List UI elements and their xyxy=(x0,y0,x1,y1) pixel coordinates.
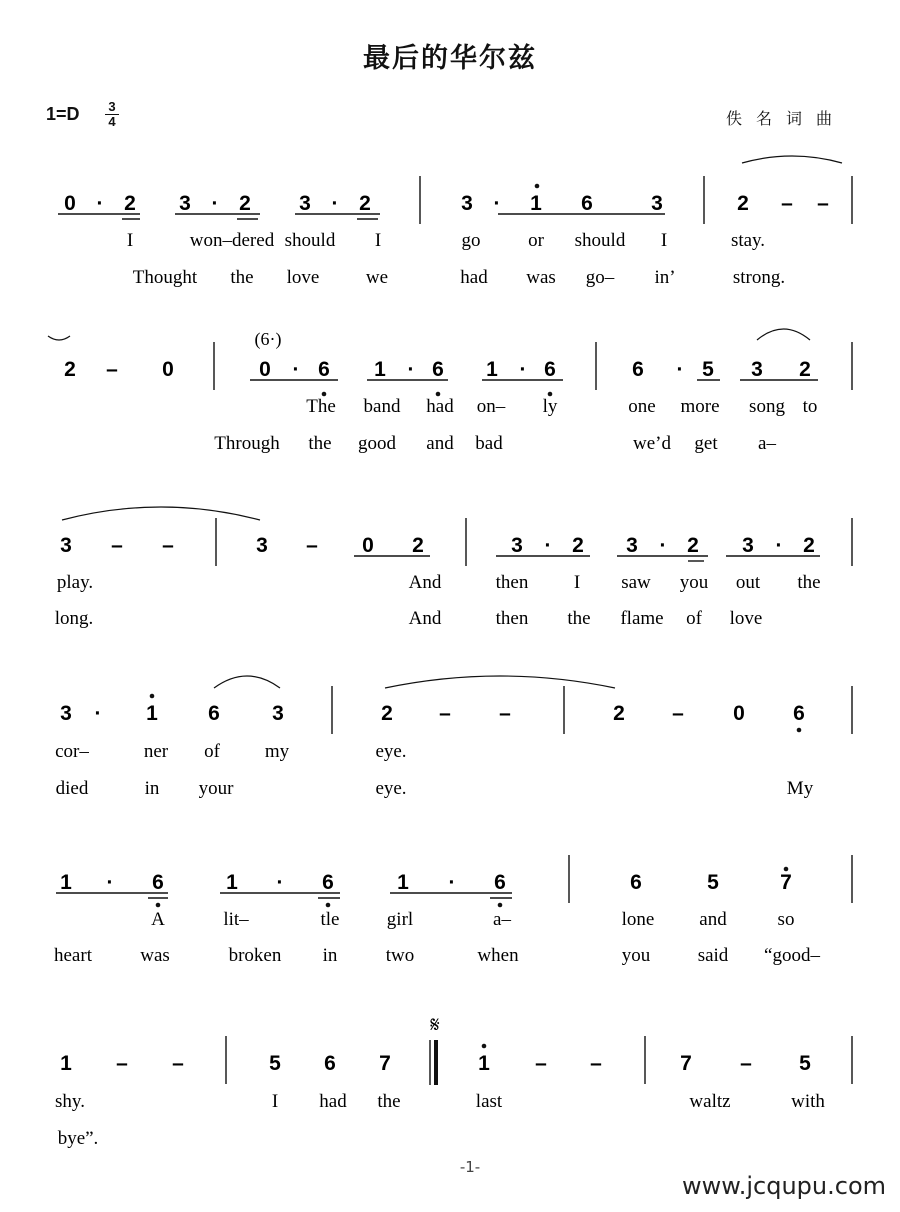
tie-arc xyxy=(742,156,842,163)
note-glyph: 3 xyxy=(299,192,311,215)
note-glyph: · xyxy=(448,871,456,894)
note-glyph: 6 xyxy=(318,358,330,381)
lyric-verse-1: waltz xyxy=(689,1091,731,1112)
note-glyph: 6 xyxy=(544,358,556,381)
note-glyph: 1 xyxy=(374,358,386,381)
lyric-verse-1: the xyxy=(797,572,821,593)
lyric-verse-1: out xyxy=(735,572,761,593)
note-glyph: 6 xyxy=(208,702,220,725)
note-glyph: 6 xyxy=(581,192,593,215)
note-glyph: 0 xyxy=(64,192,76,215)
lyric-verse-1: tle xyxy=(320,909,340,930)
lyric-verse-1: had xyxy=(319,1091,347,1112)
lyric-verse-2: go– xyxy=(585,267,615,288)
lyric-verse-2: in’ xyxy=(654,267,676,288)
ornament-annotation: (6·) xyxy=(254,329,282,349)
note-glyph: – xyxy=(740,1052,752,1075)
slur-arc xyxy=(757,329,810,340)
lyric-verse-2: bad xyxy=(475,433,503,454)
note-glyph: – xyxy=(439,702,451,725)
note-glyph: – xyxy=(306,534,318,557)
note-glyph: 2 xyxy=(239,192,251,215)
note-glyph: · xyxy=(676,358,684,381)
segno-sign: 𝄋 xyxy=(430,1013,440,1038)
note-glyph: – xyxy=(499,702,511,725)
note-glyph: 2 xyxy=(687,534,699,557)
note-glyph: 3 xyxy=(651,192,663,215)
lyric-verse-1: a– xyxy=(493,909,511,930)
lyric-verse-2: a– xyxy=(758,433,776,454)
note-glyph: 1 xyxy=(60,871,72,894)
note-glyph: 5 xyxy=(269,1052,281,1075)
lyric-verse-1: won–dered xyxy=(189,230,275,251)
lyric-verse-2: the xyxy=(230,267,254,288)
note-glyph: 6 xyxy=(630,871,642,894)
octave-dot-low xyxy=(156,903,161,908)
lyric-verse-1: so xyxy=(777,909,795,930)
lyric-verse-1: I xyxy=(660,230,668,251)
octave-dot-high xyxy=(150,694,155,699)
note-glyph: 6 xyxy=(793,702,805,725)
note-glyph: 3 xyxy=(511,534,523,557)
lyric-verse-2: bye”. xyxy=(57,1128,99,1149)
lyric-verse-1: eye. xyxy=(375,741,407,762)
lyric-verse-1: lone xyxy=(621,909,655,930)
lyric-verse-2: the xyxy=(308,433,332,454)
lyric-verse-2: the xyxy=(567,608,591,629)
octave-dot-low xyxy=(548,392,553,397)
note-glyph: – xyxy=(111,534,123,557)
tie-arc xyxy=(385,676,615,688)
lyric-verse-2: love xyxy=(286,267,320,288)
note-glyph: – xyxy=(781,192,793,215)
lyric-verse-1: to xyxy=(802,396,818,417)
lyric-verse-2: broken xyxy=(228,945,282,966)
octave-dot-low xyxy=(322,392,327,397)
note-glyph: · xyxy=(94,702,102,725)
lyric-verse-1: or xyxy=(528,230,544,251)
lyric-verse-2: long. xyxy=(54,608,94,629)
tie-arc xyxy=(62,507,260,520)
note-glyph: 3 xyxy=(626,534,638,557)
lyric-verse-1: song xyxy=(749,396,785,417)
lyric-verse-2: Through xyxy=(214,433,280,454)
lyric-verse-2: your xyxy=(198,778,234,799)
note-glyph: 3 xyxy=(461,192,473,215)
lyric-verse-1: then xyxy=(495,572,529,593)
note-glyph: 3 xyxy=(256,534,268,557)
lyric-verse-2: we xyxy=(365,267,389,288)
note-glyph: 2 xyxy=(381,702,393,725)
note-glyph: – xyxy=(590,1052,602,1075)
lyric-verse-1: band xyxy=(363,396,401,417)
lyric-verse-2: “good– xyxy=(764,945,820,966)
note-glyph: – xyxy=(162,534,174,557)
lyric-verse-1: one xyxy=(628,396,656,417)
note-glyph: 7 xyxy=(680,1052,692,1075)
lyric-verse-2: Thought xyxy=(132,267,198,288)
lyric-verse-1: I xyxy=(271,1091,279,1112)
lyric-verse-1: the xyxy=(377,1091,401,1112)
lyric-verse-2: then xyxy=(495,608,529,629)
lyric-verse-1: of xyxy=(204,741,220,762)
note-glyph: – xyxy=(106,358,118,381)
lyric-verse-2: had xyxy=(460,267,488,288)
lyric-verse-1: had xyxy=(426,396,454,417)
note-glyph: · xyxy=(775,534,783,557)
note-glyph: 1 xyxy=(478,1052,490,1075)
note-glyph: 1 xyxy=(146,702,158,725)
lyric-verse-1: on– xyxy=(476,396,506,417)
note-glyph: 0 xyxy=(259,358,271,381)
key-signature: 1=D xyxy=(46,104,80,124)
lyric-verse-1: play. xyxy=(56,572,94,593)
note-glyph: 6 xyxy=(152,871,164,894)
note-glyph: – xyxy=(172,1052,184,1075)
page-number: -1- xyxy=(459,1158,481,1176)
note-glyph: · xyxy=(544,534,552,557)
lyric-verse-1: I xyxy=(374,230,382,251)
note-glyph: · xyxy=(519,358,527,381)
watermark: www.jcqupu.com xyxy=(682,1172,886,1200)
note-glyph: 5 xyxy=(707,871,719,894)
lyric-verse-1: more xyxy=(680,396,720,417)
lyric-verse-2: good xyxy=(358,433,396,454)
lyric-verse-1: saw xyxy=(621,572,651,593)
note-glyph: 2 xyxy=(124,192,136,215)
lyric-verse-1: shy. xyxy=(55,1091,85,1112)
note-glyph: 2 xyxy=(803,534,815,557)
lyric-verse-2: heart xyxy=(54,945,92,966)
note-glyph: · xyxy=(407,358,415,381)
note-glyph: 0 xyxy=(362,534,374,557)
time-signature-top: 3 xyxy=(108,99,116,114)
lyric-verse-2: strong. xyxy=(732,267,786,288)
octave-dot-low-top xyxy=(784,867,789,872)
octave-dot-low xyxy=(436,392,441,397)
note-glyph: 1 xyxy=(530,192,542,215)
lyric-verse-1: go xyxy=(461,230,481,251)
octave-dot-low xyxy=(498,903,503,908)
note-glyph: 5 xyxy=(799,1052,811,1075)
note-glyph: · xyxy=(106,871,114,894)
note-glyph: · xyxy=(292,358,300,381)
lyric-verse-2: died xyxy=(55,778,89,799)
lyric-verse-2: in xyxy=(322,945,338,966)
lyric-verse-2: And xyxy=(408,608,442,629)
lyric-verse-2: was xyxy=(140,945,170,966)
note-glyph: – xyxy=(116,1052,128,1075)
lyric-verse-1: cor– xyxy=(55,741,89,762)
lyric-verse-2: said xyxy=(697,945,729,966)
note-glyph: 0 xyxy=(733,702,745,725)
note-glyph: 2 xyxy=(799,358,811,381)
lyric-verse-1: The xyxy=(306,396,336,417)
note-glyph: 6 xyxy=(322,871,334,894)
tie-arc xyxy=(48,336,70,340)
lyric-verse-2: we’d xyxy=(633,433,671,454)
note-glyph: 3 xyxy=(272,702,284,725)
note-glyph: 1 xyxy=(60,1052,72,1075)
note-glyph: · xyxy=(493,192,501,215)
lyric-verse-1: I xyxy=(573,572,581,593)
note-glyph: 3 xyxy=(751,358,763,381)
lyric-verse-1: ly xyxy=(542,396,558,417)
note-glyph: – xyxy=(535,1052,547,1075)
lyric-verse-2: and xyxy=(426,433,454,454)
note-glyph: · xyxy=(276,871,284,894)
note-glyph: – xyxy=(672,702,684,725)
note-glyph: 3 xyxy=(60,702,72,725)
lyric-verse-2: of xyxy=(686,608,702,629)
composer-credit: 佚名词曲 xyxy=(726,109,847,128)
note-glyph: · xyxy=(331,192,339,215)
page-title: 最后的华尔兹 xyxy=(363,43,537,74)
note-glyph: · xyxy=(659,534,667,557)
note-glyph: 3 xyxy=(60,534,72,557)
lyric-verse-2: flame xyxy=(620,608,664,629)
note-glyph: 1 xyxy=(486,358,498,381)
note-glyph: 7 xyxy=(780,871,792,894)
lyric-verse-2: in xyxy=(144,778,160,799)
lyric-verse-2: My xyxy=(786,778,814,799)
lyric-verse-1: A xyxy=(151,909,165,930)
lyric-verse-2: get xyxy=(694,433,718,454)
lyric-verse-1: you xyxy=(679,572,709,593)
lyric-verse-1: And xyxy=(408,572,442,593)
note-glyph: 6 xyxy=(432,358,444,381)
note-glyph: 2 xyxy=(359,192,371,215)
lyric-verse-1: last xyxy=(475,1091,503,1112)
lyric-verse-2: you xyxy=(621,945,651,966)
time-signature-bottom: 4 xyxy=(108,114,116,129)
lyric-verse-1: stay. xyxy=(730,230,766,251)
note-glyph: 2 xyxy=(64,358,76,381)
note-glyph: 3 xyxy=(179,192,191,215)
lyric-verse-1: girl xyxy=(386,909,414,930)
note-glyph: 3 xyxy=(742,534,754,557)
note-glyph: 1 xyxy=(226,871,238,894)
lyric-verse-2: eye. xyxy=(375,778,407,799)
lyric-verse-2: love xyxy=(729,608,763,629)
octave-dot-low xyxy=(797,728,802,733)
note-glyph: 2 xyxy=(412,534,424,557)
lyric-verse-1: ner xyxy=(143,741,169,762)
lyric-verse-2: when xyxy=(477,945,519,966)
note-glyph: 2 xyxy=(572,534,584,557)
octave-dot-high xyxy=(482,1044,487,1049)
octave-dot-low xyxy=(326,903,331,908)
note-glyph: 6 xyxy=(632,358,644,381)
note-glyph: 5 xyxy=(702,358,714,381)
lyric-verse-2: two xyxy=(385,945,415,966)
note-glyph: 0 xyxy=(162,358,174,381)
note-glyph: 6 xyxy=(324,1052,336,1075)
lyric-verse-1: my xyxy=(264,741,290,762)
lyric-verse-1: with xyxy=(791,1091,825,1112)
slur-arc xyxy=(214,676,280,688)
note-glyph: 1 xyxy=(397,871,409,894)
lyric-verse-1: lit– xyxy=(223,909,249,930)
note-glyph: 6 xyxy=(494,871,506,894)
lyric-verse-1: I xyxy=(126,230,134,251)
lyric-verse-2: was xyxy=(526,267,556,288)
lyric-verse-1: and xyxy=(699,909,727,930)
lyric-verse-1: should xyxy=(574,230,626,251)
octave-dot-high xyxy=(535,184,540,189)
note-glyph: 2 xyxy=(737,192,749,215)
note-glyph: 2 xyxy=(613,702,625,725)
note-glyph: 7 xyxy=(379,1052,391,1075)
lyric-verse-1: should xyxy=(284,230,336,251)
note-glyph: · xyxy=(96,192,104,215)
note-glyph: – xyxy=(817,192,829,215)
note-glyph: · xyxy=(211,192,219,215)
